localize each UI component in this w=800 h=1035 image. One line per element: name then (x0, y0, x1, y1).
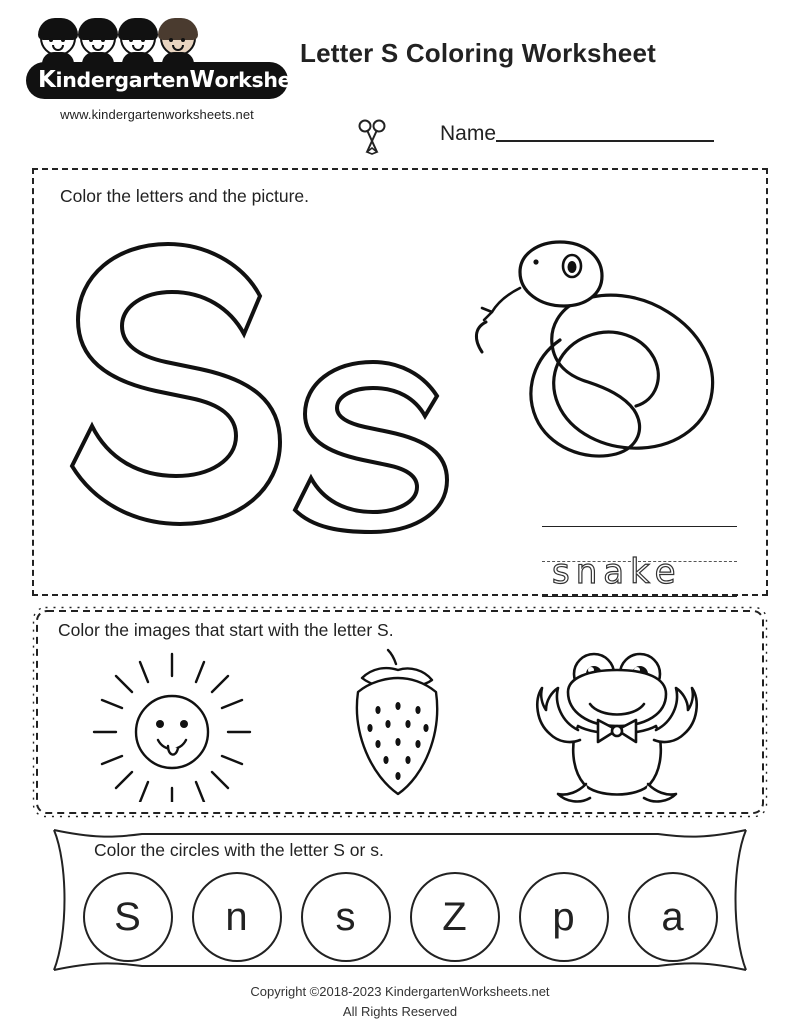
kid-figure-3 (116, 18, 160, 66)
trace-word[interactable]: snake (552, 552, 682, 592)
kid-figure-4 (156, 18, 200, 66)
logo-text-w: W (189, 67, 215, 93)
section-color-images (32, 606, 768, 818)
section2-instruction: Color the images that start with the letter S. (58, 620, 394, 640)
letter-circle[interactable]: n (192, 872, 282, 962)
kid-figure-2 (76, 18, 120, 66)
uppercase-s-outline[interactable] (64, 234, 294, 539)
section3-instruction: Color the circles with the letter S or s. (94, 840, 384, 860)
logo-kids-illustration (36, 18, 288, 66)
page-footer (0, 982, 800, 1021)
letter-circle[interactable]: a (628, 872, 718, 962)
letter-circle[interactable]: Z (410, 872, 500, 962)
site-logo[interactable] (26, 18, 372, 122)
section-color-circles (22, 824, 778, 976)
rights-text: All Rights Reserved (342, 1003, 458, 1019)
snake-outline-illustration[interactable] (464, 236, 764, 491)
lowercase-s-outline[interactable] (289, 356, 464, 541)
section1-instruction: Color the letters and the picture. (60, 186, 310, 206)
name-blank-line[interactable] (496, 122, 714, 142)
logo-text-orksheets: orksheets.net (214, 68, 372, 92)
logo-text-indergarten: indergarten (55, 68, 190, 92)
frog-icon[interactable] (532, 648, 702, 818)
name-field[interactable] (440, 122, 714, 146)
site-url: www.kindergartenworksheets.net (60, 107, 254, 122)
logo-wordmark (26, 62, 372, 99)
kid-figure-1 (36, 18, 80, 66)
strawberry-icon[interactable] (332, 648, 462, 813)
logo-text-k: K (38, 67, 56, 93)
section1-content (34, 206, 770, 596)
trace-line-top (542, 526, 737, 527)
sun-icon[interactable] (92, 652, 252, 807)
copyright-text: Copyright ©2018-2023 KindergartenWorksheets.net (250, 984, 550, 999)
letter-circles-row (22, 872, 778, 968)
page-header (0, 0, 800, 150)
letter-circle[interactable]: p (519, 872, 609, 962)
word-trace-lines[interactable] (542, 526, 737, 598)
scissors-icon (352, 118, 392, 158)
letter-circle[interactable]: s (301, 872, 391, 962)
name-label: Name (440, 122, 497, 145)
section-color-letters (32, 168, 768, 596)
page-title: Letter S Coloring Worksheet (300, 38, 656, 68)
section2-images (32, 648, 768, 816)
letter-circle[interactable]: S (83, 872, 173, 962)
trace-line-bottom (542, 596, 737, 597)
